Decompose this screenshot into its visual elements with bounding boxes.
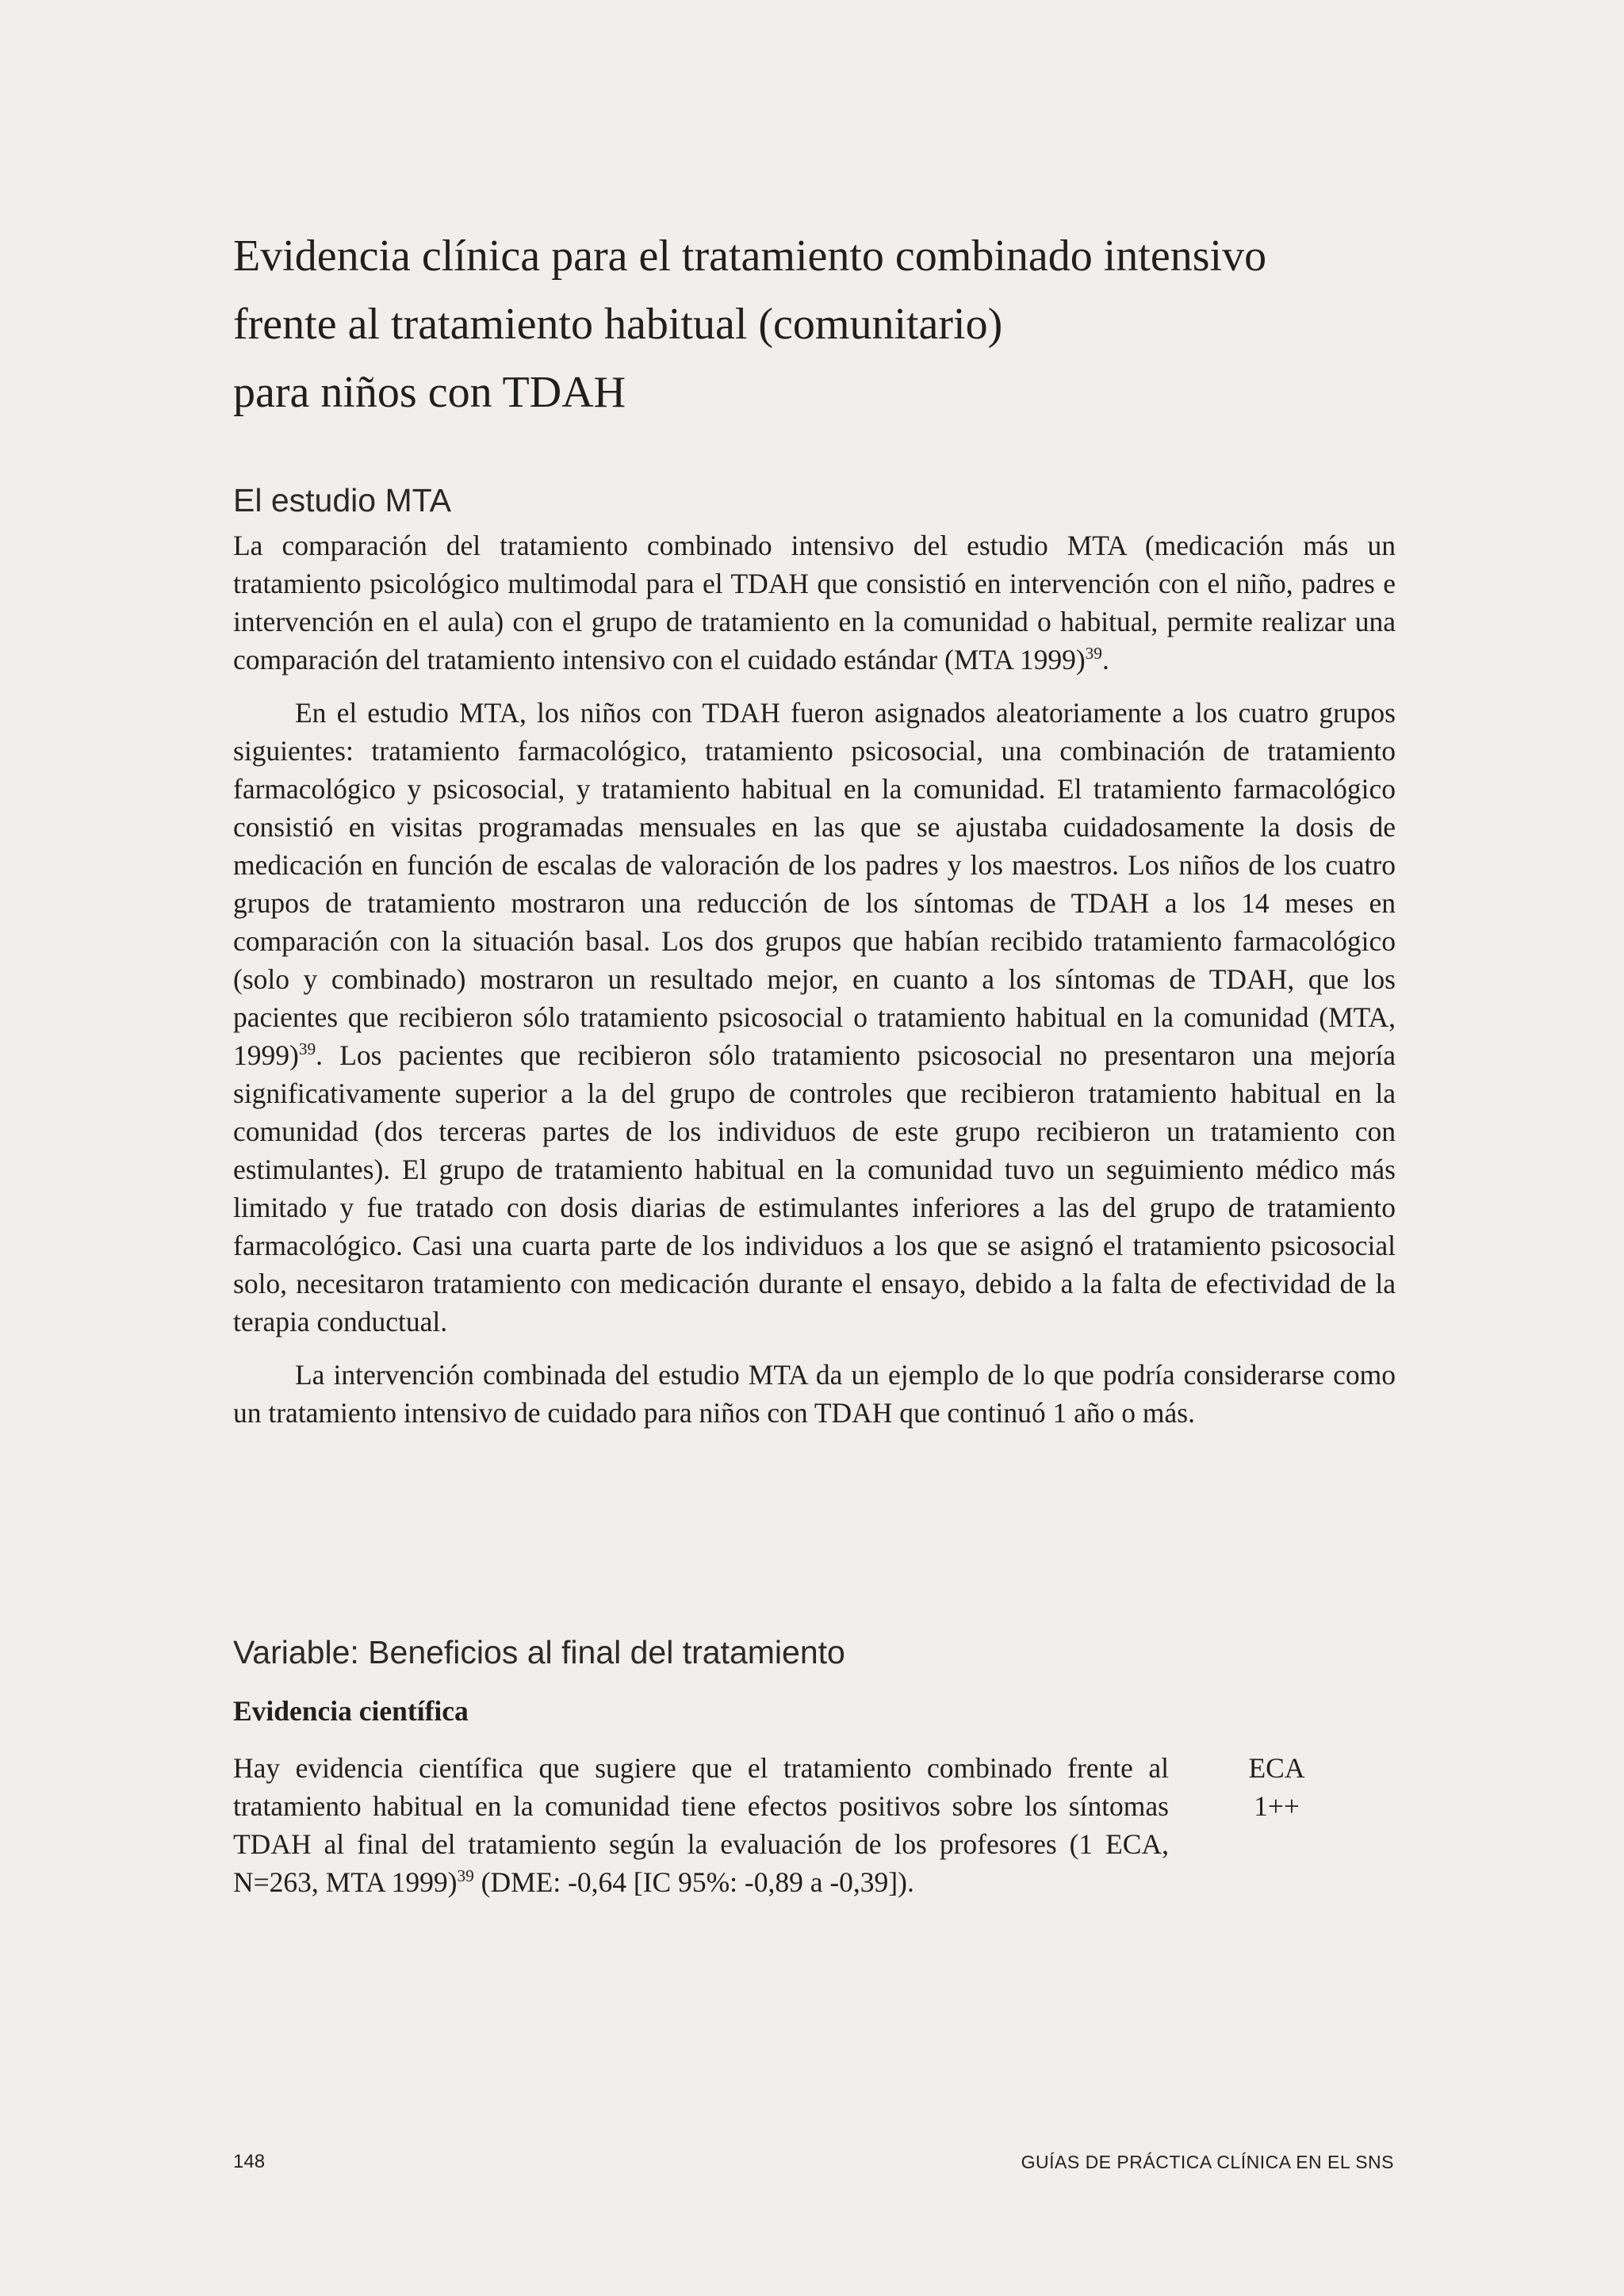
evidence-level-type: ECA (1248, 1752, 1305, 1784)
paragraph-1: La comparación del tratamiento combinado intensivo del estudio MTA (medicación más un tratamiento psicológico multimodal para el TDAH que consistió en intervención con el niño, padres e intervención en el aula) con el grupo de tratamiento en la comunidad o habitual, permite realizar una comparación del tratamiento intensivo con el cuidado estándar (MTA 1999)$^{39}$. (233, 530, 1396, 675)
page-title (233, 222, 1423, 427)
evidence-title: Evidencia científica (233, 1695, 469, 1727)
title-line-1: Evidencia clínica para el tratamiento combinado intensivo (233, 232, 1267, 281)
evidence-statement: Hay evidencia científica que sugiere que el tratamiento combinado frente al tratamiento habitual en la comunidad tiene efectos positivos sobre los síntomas TDAH al final del tratamiento según la evaluación de los profesores (1 ECA, N=263, MTA 1999)$^{39}$ (DME: -0,64 [IC 95%: -0,89 a -0,39]). (233, 1752, 1169, 1898)
evidence-level (1221, 1749, 1332, 1825)
paragraph-3: La intervención combinada del estudio MTA da un ejemplo de lo que podría considerarse como un tratamiento intensivo de cuidado para niños con TDAH que continuó 1 año o más. (233, 1359, 1396, 1429)
paragraph-2: En el estudio MTA, los niños con TDAH fueron asignados aleatoriamente a los cuatro grupos siguientes: tratamiento farmacológico, tratamiento psicosocial, una combinación de tratamiento farmacológico y psicosocial, y tratamiento habitual en la comunidad. El tratamiento farmacológico consistió en visitas programadas mensuales en las que se ajustaba cuidadosamente la dosis de medicación en función de escalas de valoración de los padres y los maestros. Los niños de los cuatro grupos de tratamiento mostraron una reducción de los síntomas de TDAH a los 14 meses en comparación con la situación basal. Los dos grupos que habían recibido tratamiento farmacológico (solo y combinado) mostraron un resultado mejor, en cuanto a los síntomas de TDAH, que los pacientes que recibieron sólo tratamiento psicosocial o tratamiento habitual en la comunidad (MTA, 1999)$^{39}$. Los pacientes que recibieron sólo tratamiento psicosocial no presentaron una mejoría significativamente superior a la del grupo de controles que recibieron tratamiento habitual en la comunidad (dos terceras partes de los individuos de este grupo recibieron un tratamiento con estimulantes). El grupo de tratamiento habitual en la comunidad tuvo un seguimiento médico más limitado y fue tratado con dosis diarias de estimulantes inferiores a las del grupo de tratamiento farmacológico. Casi una cuarta parte de los individuos a los que se asignó el tratamiento psicosocial solo, necesitaron tratamiento con medicación durante el ensayo, debido a la falta de efectividad de la terapia conductual. (233, 697, 1396, 1337)
title-line-3: para niños con TDAH (233, 368, 626, 417)
title-line-2: frente al tratamiento habitual (comunitario) (233, 300, 1003, 349)
section-body-mta (233, 526, 1396, 1447)
citation-ref: 39 (1085, 644, 1102, 664)
page-number: 148 (233, 2151, 266, 2172)
citation-ref: 39 (298, 1039, 316, 1059)
section-heading-variable: Variable: Beneficios al final del tratamiento (233, 1634, 845, 1670)
evidence-level-grade: 1++ (1254, 1790, 1300, 1822)
running-footer: GUÍAS DE PRÁCTICA CLÍNICA EN EL SNS (1021, 2152, 1394, 2172)
citation-ref: 39 (457, 1866, 474, 1886)
section-heading-mta: El estudio MTA (233, 482, 451, 519)
